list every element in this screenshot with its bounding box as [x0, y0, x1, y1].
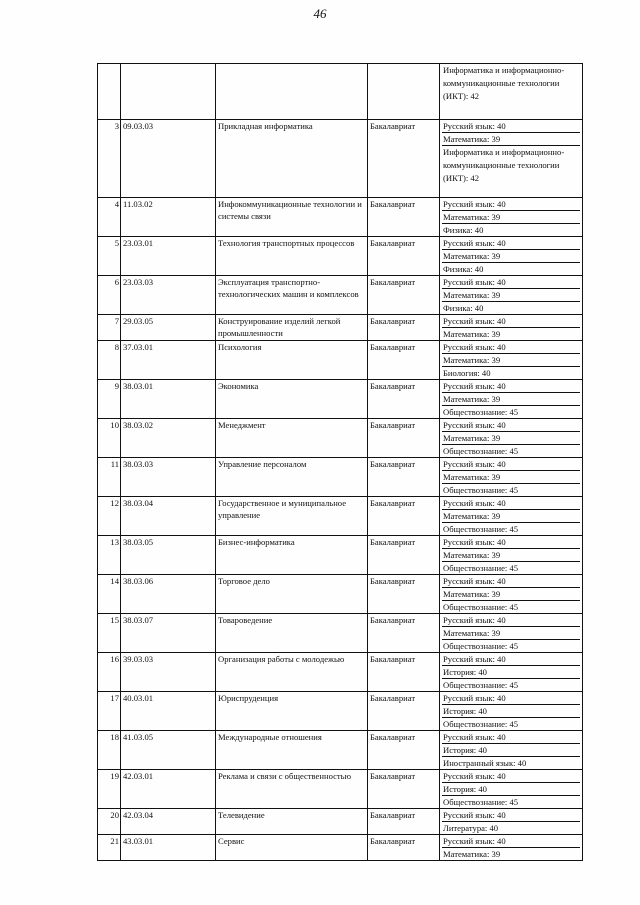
entrance-exams-cell	[440, 536, 583, 575]
education-level-cell: Бакалавриат	[368, 198, 440, 237]
entrance-exam-item: Обществознание: 45	[442, 444, 580, 457]
program-name-cell: Товароведение	[216, 614, 368, 653]
education-level-cell: Бакалавриат	[368, 653, 440, 692]
row-number-cell: 11	[98, 458, 121, 497]
education-level-cell: Бакалавриат	[368, 458, 440, 497]
entrance-exam-item: Математика: 39	[442, 548, 580, 561]
entrance-exam-item: Русский язык: 40	[443, 576, 506, 586]
entrance-exam-item: Русский язык: 40	[443, 459, 506, 469]
entrance-exams-cell	[440, 731, 583, 770]
entrance-exam-item: Русский язык: 40	[443, 732, 506, 742]
entrance-exam-item: Русский язык: 40	[443, 810, 506, 820]
table-row	[98, 341, 583, 380]
program-code-cell: 40.03.01	[121, 692, 216, 731]
entrance-exams-cell	[440, 575, 583, 614]
education-level-cell: Бакалавриат	[368, 497, 440, 536]
row-number-cell	[98, 64, 121, 120]
entrance-exam-item: Русский язык: 40	[443, 537, 506, 547]
page-number: 46	[313, 6, 327, 21]
programs-table-body	[98, 64, 583, 861]
table-row	[98, 497, 583, 536]
table-row	[98, 536, 583, 575]
entrance-exam-item: Математика: 39	[442, 288, 580, 301]
entrance-exam-item: Русский язык: 40	[443, 277, 506, 287]
program-code-cell: 37.03.01	[121, 341, 216, 380]
entrance-exams-cell	[440, 614, 583, 653]
row-number-cell: 18	[98, 731, 121, 770]
program-name-cell: Организация работы с молодежью	[216, 653, 368, 692]
entrance-exam-item: Математика: 39	[442, 431, 580, 444]
entrance-exams-cell	[440, 198, 583, 237]
row-number-cell: 3	[98, 120, 121, 198]
education-level-cell: Бакалавриат	[368, 575, 440, 614]
entrance-exam-item: Физика: 40	[442, 223, 580, 236]
row-number-cell: 17	[98, 692, 121, 731]
program-name-cell: Юриспруденция	[216, 692, 368, 731]
program-code-cell: 38.03.05	[121, 536, 216, 575]
education-level-cell: Бакалавриат	[368, 341, 440, 380]
row-number-cell: 10	[98, 419, 121, 458]
program-code-cell: 41.03.05	[121, 731, 216, 770]
entrance-exams-cell	[440, 276, 583, 315]
entrance-exam-item: Русский язык: 40	[443, 836, 506, 846]
table-row	[98, 419, 583, 458]
program-name-cell: Психология	[216, 341, 368, 380]
entrance-exam-item: Русский язык: 40	[443, 615, 506, 625]
program-code-cell: 38.03.04	[121, 497, 216, 536]
table-row	[98, 458, 583, 497]
program-name-cell: Прикладная информатика	[216, 120, 368, 198]
entrance-exam-item: Математика: 39	[442, 249, 580, 262]
entrance-exams-cell	[440, 64, 583, 120]
entrance-exams-cell	[440, 809, 583, 835]
program-name-cell: Управление персоналом	[216, 458, 368, 497]
entrance-exam-item: Математика: 39	[442, 847, 580, 860]
program-code-cell	[121, 64, 216, 120]
table-row	[98, 198, 583, 237]
entrance-exam-item: Математика: 39	[442, 132, 580, 145]
education-level-cell: Бакалавриат	[368, 809, 440, 835]
programs-table	[97, 63, 583, 861]
program-code-cell: 23.03.03	[121, 276, 216, 315]
entrance-exam-item: Биология: 40	[442, 366, 580, 379]
row-number-cell: 21	[98, 835, 121, 861]
education-level-cell	[368, 64, 440, 120]
program-name-cell: Государственное и муниципальное управление	[216, 497, 368, 536]
program-code-cell: 38.03.06	[121, 575, 216, 614]
entrance-exams-cell	[440, 653, 583, 692]
program-code-cell: 11.03.02	[121, 198, 216, 237]
entrance-exam-item: Русский язык: 40	[443, 381, 506, 391]
entrance-exam-item: Обществознание: 45	[442, 600, 580, 613]
row-number-cell: 9	[98, 380, 121, 419]
document-sheet	[97, 63, 582, 861]
entrance-exam-item: Информатика и информационно-коммуникационные технологии (ИКТ): 42	[442, 145, 580, 185]
entrance-exam-item: Русский язык: 40	[443, 316, 506, 326]
table-row	[98, 770, 583, 809]
row-number-cell: 5	[98, 237, 121, 276]
program-code-cell: 39.03.03	[121, 653, 216, 692]
table-row	[98, 64, 583, 120]
entrance-exams-cell	[440, 419, 583, 458]
entrance-exams-cell	[440, 341, 583, 380]
program-code-cell: 42.03.04	[121, 809, 216, 835]
program-name-cell: Бизнес-информатика	[216, 536, 368, 575]
entrance-exam-item: Обществознание: 45	[442, 561, 580, 574]
education-level-cell: Бакалавриат	[368, 835, 440, 861]
entrance-exam-item: Литература: 40	[442, 821, 580, 834]
entrance-exam-item: Информатика и информационно-коммуникационные технологии (ИКТ): 42	[443, 65, 565, 101]
table-row	[98, 276, 583, 315]
entrance-exam-item: Математика: 39	[442, 210, 580, 223]
row-number-cell: 16	[98, 653, 121, 692]
program-name-cell: Конструирование изделий легкой промышленности	[216, 315, 368, 341]
entrance-exams-cell	[440, 835, 583, 861]
table-row	[98, 809, 583, 835]
entrance-exam-item: Обществознание: 45	[442, 717, 580, 730]
row-number-cell: 6	[98, 276, 121, 315]
program-name-cell: Телевидение	[216, 809, 368, 835]
row-number-cell: 8	[98, 341, 121, 380]
program-name-cell: Сервис	[216, 835, 368, 861]
entrance-exams-cell	[440, 497, 583, 536]
row-number-cell: 20	[98, 809, 121, 835]
entrance-exam-item: Русский язык: 40	[443, 498, 506, 508]
row-number-cell: 15	[98, 614, 121, 653]
program-code-cell: 09.03.03	[121, 120, 216, 198]
program-code-cell: 38.03.02	[121, 419, 216, 458]
entrance-exam-item: История: 40	[442, 743, 580, 756]
table-row	[98, 120, 583, 198]
entrance-exam-item: История: 40	[442, 665, 580, 678]
entrance-exam-item: Обществознание: 45	[442, 405, 580, 418]
program-name-cell: Менеджмент	[216, 419, 368, 458]
table-row	[98, 835, 583, 861]
program-code-cell: 23.03.01	[121, 237, 216, 276]
entrance-exam-item: Математика: 39	[442, 327, 580, 340]
entrance-exam-item: Математика: 39	[442, 626, 580, 639]
education-level-cell: Бакалавриат	[368, 315, 440, 341]
entrance-exam-item: История: 40	[442, 782, 580, 795]
program-name-cell: Эксплуатация транспортно-технологических машин и комплексов	[216, 276, 368, 315]
table-row	[98, 237, 583, 276]
education-level-cell: Бакалавриат	[368, 120, 440, 198]
row-number-cell: 7	[98, 315, 121, 341]
entrance-exam-item: Обществознание: 45	[442, 678, 580, 691]
entrance-exam-item: Русский язык: 40	[443, 420, 506, 430]
table-row	[98, 692, 583, 731]
row-number-cell: 4	[98, 198, 121, 237]
entrance-exam-item: Физика: 40	[442, 262, 580, 275]
entrance-exam-item: Обществознание: 45	[442, 639, 580, 652]
row-number-cell: 14	[98, 575, 121, 614]
entrance-exams-cell	[440, 692, 583, 731]
entrance-exam-item: Обществознание: 45	[442, 483, 580, 496]
program-name-cell: Экономика	[216, 380, 368, 419]
table-row	[98, 614, 583, 653]
entrance-exam-item: Обществознание: 45	[442, 795, 580, 808]
entrance-exam-item: Русский язык: 40	[443, 238, 506, 248]
entrance-exam-item: Русский язык: 40	[443, 121, 506, 131]
education-level-cell: Бакалавриат	[368, 770, 440, 809]
education-level-cell: Бакалавриат	[368, 614, 440, 653]
education-level-cell: Бакалавриат	[368, 276, 440, 315]
education-level-cell: Бакалавриат	[368, 731, 440, 770]
program-name-cell: Реклама и связи с общественностью	[216, 770, 368, 809]
entrance-exam-item: Русский язык: 40	[443, 342, 506, 352]
program-name-cell: Инфокоммуникационные технологии и системы связи	[216, 198, 368, 237]
entrance-exams-cell	[440, 458, 583, 497]
entrance-exams-cell	[440, 315, 583, 341]
entrance-exam-item: Математика: 39	[442, 470, 580, 483]
entrance-exam-item: Русский язык: 40	[443, 654, 506, 664]
entrance-exam-item: Математика: 39	[442, 587, 580, 600]
entrance-exam-item: Иностранный язык: 40	[442, 756, 580, 769]
education-level-cell: Бакалавриат	[368, 536, 440, 575]
program-name-cell: Технология транспортных процессов	[216, 237, 368, 276]
entrance-exam-item: Русский язык: 40	[443, 693, 506, 703]
entrance-exam-item: История: 40	[442, 704, 580, 717]
entrance-exam-item: Математика: 39	[442, 509, 580, 522]
program-name-cell: Торговое дело	[216, 575, 368, 614]
entrance-exams-cell	[440, 770, 583, 809]
row-number-cell: 19	[98, 770, 121, 809]
table-row	[98, 380, 583, 419]
entrance-exam-item: Русский язык: 40	[443, 199, 506, 209]
entrance-exams-cell	[440, 380, 583, 419]
entrance-exam-item: Математика: 39	[442, 392, 580, 405]
program-code-cell: 29.03.05	[121, 315, 216, 341]
program-code-cell: 42.03.01	[121, 770, 216, 809]
entrance-exams-cell	[440, 237, 583, 276]
table-row	[98, 731, 583, 770]
entrance-exam-item: Обществознание: 45	[442, 522, 580, 535]
table-row	[98, 575, 583, 614]
entrance-exam-item: Математика: 39	[442, 353, 580, 366]
education-level-cell: Бакалавриат	[368, 380, 440, 419]
table-row	[98, 315, 583, 341]
row-number-cell: 13	[98, 536, 121, 575]
program-name-cell	[216, 64, 368, 120]
education-level-cell: Бакалавриат	[368, 692, 440, 731]
program-code-cell: 38.03.07	[121, 614, 216, 653]
row-number-cell: 12	[98, 497, 121, 536]
education-level-cell: Бакалавриат	[368, 237, 440, 276]
program-code-cell: 43.03.01	[121, 835, 216, 861]
program-code-cell: 38.03.01	[121, 380, 216, 419]
program-name-cell: Международные отношения	[216, 731, 368, 770]
entrance-exams-cell	[440, 120, 583, 198]
entrance-exam-item: Физика: 40	[442, 301, 580, 314]
entrance-exam-item: Русский язык: 40	[443, 771, 506, 781]
table-row	[98, 653, 583, 692]
program-code-cell: 38.03.03	[121, 458, 216, 497]
education-level-cell: Бакалавриат	[368, 419, 440, 458]
